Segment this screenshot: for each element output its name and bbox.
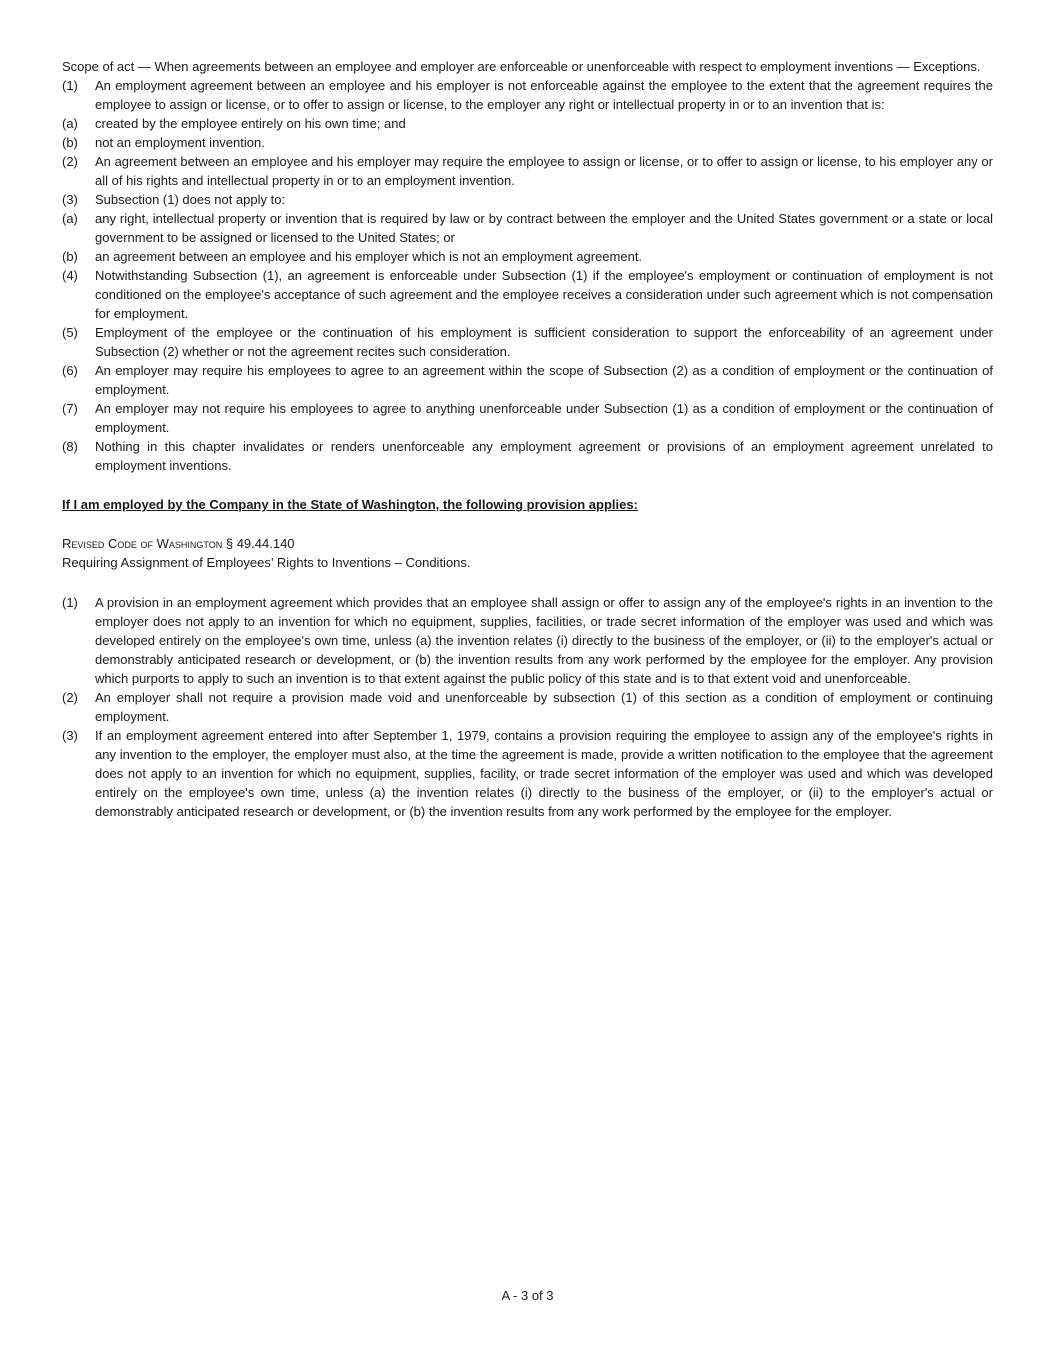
list-item: [62, 114, 993, 133]
list-item: [62, 688, 993, 726]
item-text: Notwithstanding Subsection (1), an agreement is enforceable under Subsection (1) if the employee's employment or continuation of employment is not conditioned on the employee's acceptance of such agreement and the employee receives a consideration under such agreement which is not compensation for employment.: [95, 268, 993, 321]
list-item: [62, 323, 993, 361]
item-label: (1): [62, 595, 78, 610]
item-text: any right, intellectual property or invention that is required by law or by contract between the employer and the United States government or a state or local government to be assigned or licensed to the United States; or: [95, 211, 993, 245]
item-label: (4): [62, 268, 78, 283]
list-item: [62, 152, 993, 190]
item-text: A provision in an employment agreement which provides that an employee shall assign or offer to assign any of the employee's rights in an invention to the employer does not apply to an invention for which no equipment, supplies, facilities, or trade secret information of the employer was used and which was developed entirely on the employee's own time, unless (a) the invention relates (i) directly to the business of the employer, or (ii) to the employer's actual or demonstrably anticipated research or development, or (b) the invention results from any work performed by the employee for the employer. Any provision which purports to apply to such an invention is to that extent against the public policy of this state and is to that extent void and unenforceable.: [95, 595, 993, 686]
item-label: (1): [62, 78, 78, 93]
list-item: [62, 266, 993, 323]
item-label: (2): [62, 690, 78, 705]
washington-provisions-list: [62, 593, 993, 821]
item-label: (3): [62, 192, 78, 207]
washington-heading: If I am employed by the Company in the State of Washington, the following provision applies:: [62, 497, 638, 512]
item-label: (a): [62, 211, 78, 226]
item-text: not an employment invention.: [95, 135, 265, 150]
item-label: (b): [62, 135, 78, 150]
item-text: An employment agreement between an employee and his employer is not enforceable against the employee to the extent that the agreement requires the employee to assign or license, or to offer to assign or license, to the employer any right or intellectual property in or to an invention that is:: [95, 78, 993, 112]
list-item: [62, 726, 993, 821]
list-item: [62, 361, 993, 399]
item-label: (5): [62, 325, 78, 340]
item-label: (2): [62, 154, 78, 169]
item-text: created by the employee entirely on his own time; and: [95, 116, 406, 131]
item-label: (8): [62, 439, 78, 454]
list-item: [62, 247, 993, 266]
item-text: an agreement between an employee and his employer which is not an employment agreement.: [95, 249, 643, 264]
list-item: [62, 209, 993, 247]
item-text: An employer shall not require a provision made void and unenforceable by subsection (1) of this section as a condition of employment or continuing employment.: [95, 690, 993, 724]
item-text: An agreement between an employee and his employer may require the employee to assign or license, or to offer to assign or license, to his employer any or all of his rights and intellectual property in or to an employment invention.: [95, 154, 993, 188]
page-number: A - 3 of 3: [501, 1288, 554, 1303]
item-text: An employer may not require his employees to agree to anything unenforceable under Subsection (1) as a condition of employment or the continuation of employment.: [95, 401, 993, 435]
item-text: Subsection (1) does not apply to:: [95, 192, 286, 207]
list-item: [62, 437, 993, 475]
item-label: (7): [62, 401, 78, 416]
item-text: If an employment agreement entered into after September 1, 1979, contains a provision requiring the employee to assign any of the employee's rights in any invention to the employer, the employer must also, at the time the agreement is made, provide a written notification to the employee that the agreement does not apply to an invention for which no equipment, supplies, facility, or trade secret information of the employer was used and which was developed entirely on the employee's own time, unless (a) the invention relates (i) directly to the business of the employer, or (ii) to the employer's actual or demonstrably anticipated research or development, or (b) the invention results from any work performed by the employee for the employer.: [95, 728, 993, 819]
list-item: [62, 399, 993, 437]
list-item: [62, 593, 993, 688]
item-label: (b): [62, 249, 78, 264]
utah-provisions-list: [62, 76, 993, 475]
list-item: [62, 190, 993, 209]
statute-title: Revised Code of Washington § 49.44.140: [62, 536, 295, 551]
item-label: (6): [62, 363, 78, 378]
statute-subtitle: Requiring Assignment of Employees’ Rights to Inventions – Conditions.: [62, 555, 471, 570]
item-text: Nothing in this chapter invalidates or renders unenforceable any employment agreement or provisions of an employment agreement unrelated to employment inventions.: [95, 439, 993, 473]
item-text: Employment of the employee or the continuation of his employment is sufficient consideration to support the enforceability of an agreement under Subsection (2) whether or not the agreement recites such consideration.: [95, 325, 993, 359]
item-text: An employer may require his employees to agree to an agreement within the scope of Subsection (2) as a condition of employment or the continuation of employment.: [95, 363, 993, 397]
item-label: (3): [62, 728, 78, 743]
item-label: (a): [62, 116, 78, 131]
list-item: [62, 133, 993, 152]
scope-paragraph: Scope of act — When agreements between an employee and employer are enforceable or unenforceable with respect to employment inventions — Exceptions.: [62, 59, 981, 74]
list-item: [62, 76, 993, 114]
